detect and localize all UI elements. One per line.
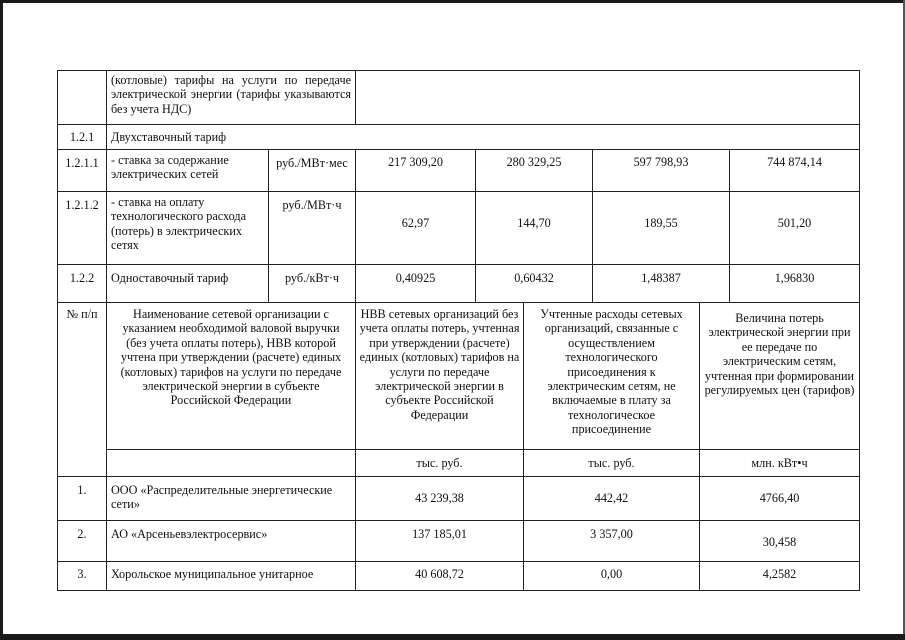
- row-unit: руб./МВт·мес: [268, 149, 356, 192]
- header-organization-name: Наименование сетевой организации с указанием необходимой валовой выручки (без учета оплаты потерь), НВВ которой учтена при утверждении (расчете) единых (котловых) тарифов на услуги по передаче электрической энергии в субъекте Российской Федерации: [106, 302, 356, 450]
- table-row-connection-costs: 0,00: [523, 561, 700, 591]
- table-row-connection-costs: 442,42: [523, 476, 700, 521]
- row-value-3: 189,55: [592, 191, 730, 265]
- row-value-1: 217 309,20: [355, 149, 476, 192]
- row-value-1: 62,97: [355, 191, 476, 265]
- scan-edge-bottom: [0, 634, 905, 640]
- table-row-energy-losses: 30,458: [699, 520, 860, 562]
- row-number: 1.2.2: [57, 264, 107, 303]
- row-value-2: 280 329,25: [475, 149, 593, 192]
- row-value-4: 501,20: [729, 191, 860, 265]
- table-row-number: 2.: [57, 520, 107, 562]
- row-name: - ставка за содержание электрических сетей: [106, 149, 269, 192]
- row-name: - ставка на оплату технологического расхода (потерь) в электрических сетях: [106, 191, 269, 265]
- table-row-organization: ООО «Распределительные энергетические сети»: [106, 476, 356, 521]
- section-number: 1.2.1: [57, 124, 107, 150]
- table-row-number: 3.: [57, 561, 107, 591]
- header-nvv: НВВ сетевых организаций без учета оплаты потерь, учтенная при утверждении (расчете) единых (котловых) тарифов на услуги по передаче электрической энергии в субъекте Российской Федерации: [355, 302, 524, 450]
- table-row-organization: Хорольское муниципальное унитарное: [106, 561, 356, 591]
- table-row-organization: АО «Арсеньевэлектросервис»: [106, 520, 356, 562]
- row-unit: руб./МВт·ч: [268, 191, 356, 265]
- row-unit: руб./кВт·ч: [268, 264, 356, 303]
- table-row-nvv: 40 608,72: [355, 561, 524, 591]
- units-row-empty: [106, 449, 356, 477]
- row-name: Одноставочный тариф: [106, 264, 269, 303]
- table-row-nvv: 137 185,01: [355, 520, 524, 562]
- table-row-nvv: 43 239,38: [355, 476, 524, 521]
- table-cell-num: [57, 70, 107, 125]
- unit-nvv: тыс. руб.: [355, 449, 524, 477]
- row-value-4: 744 874,14: [729, 149, 860, 192]
- row-number: 1.2.1.2: [57, 191, 107, 265]
- table-cell-empty: [355, 70, 860, 125]
- row-value-2: 0,60432: [475, 264, 593, 303]
- table-row-number: 1.: [57, 476, 107, 521]
- section-title: Двухставочный тариф: [106, 124, 860, 150]
- row-value-3: 597 798,93: [592, 149, 730, 192]
- unit-connection-costs: тыс. руб.: [523, 449, 700, 477]
- table-cell-name: (котловые) тарифы на услуги по передаче электрической энергии (тарифы указываются без учета НДС): [106, 70, 356, 125]
- header-energy-losses: Величина потерь электрической энергии при ее передаче по электрическим сетям, учтенная при формировании регулируемых цен (тарифов): [699, 302, 860, 450]
- table-row-connection-costs: 3 357,00: [523, 520, 700, 562]
- header-connection-costs: Учтенные расходы сетевых организаций, связанные с осуществлением технологического присоединения к электрическим сетям, не включаемые в плату за технологическое присоединение: [523, 302, 700, 450]
- header-number: № п/п: [57, 302, 107, 477]
- row-value-3: 1,48387: [592, 264, 730, 303]
- row-value-1: 0,40925: [355, 264, 476, 303]
- table-row-energy-losses: 4766,40: [699, 476, 860, 521]
- row-value-4: 1,96830: [729, 264, 860, 303]
- table-row-energy-losses: 4,2582: [699, 561, 860, 591]
- unit-energy-losses: млн. кВт•ч: [699, 449, 860, 477]
- row-number: 1.2.1.1: [57, 149, 107, 192]
- row-value-2: 144,70: [475, 191, 593, 265]
